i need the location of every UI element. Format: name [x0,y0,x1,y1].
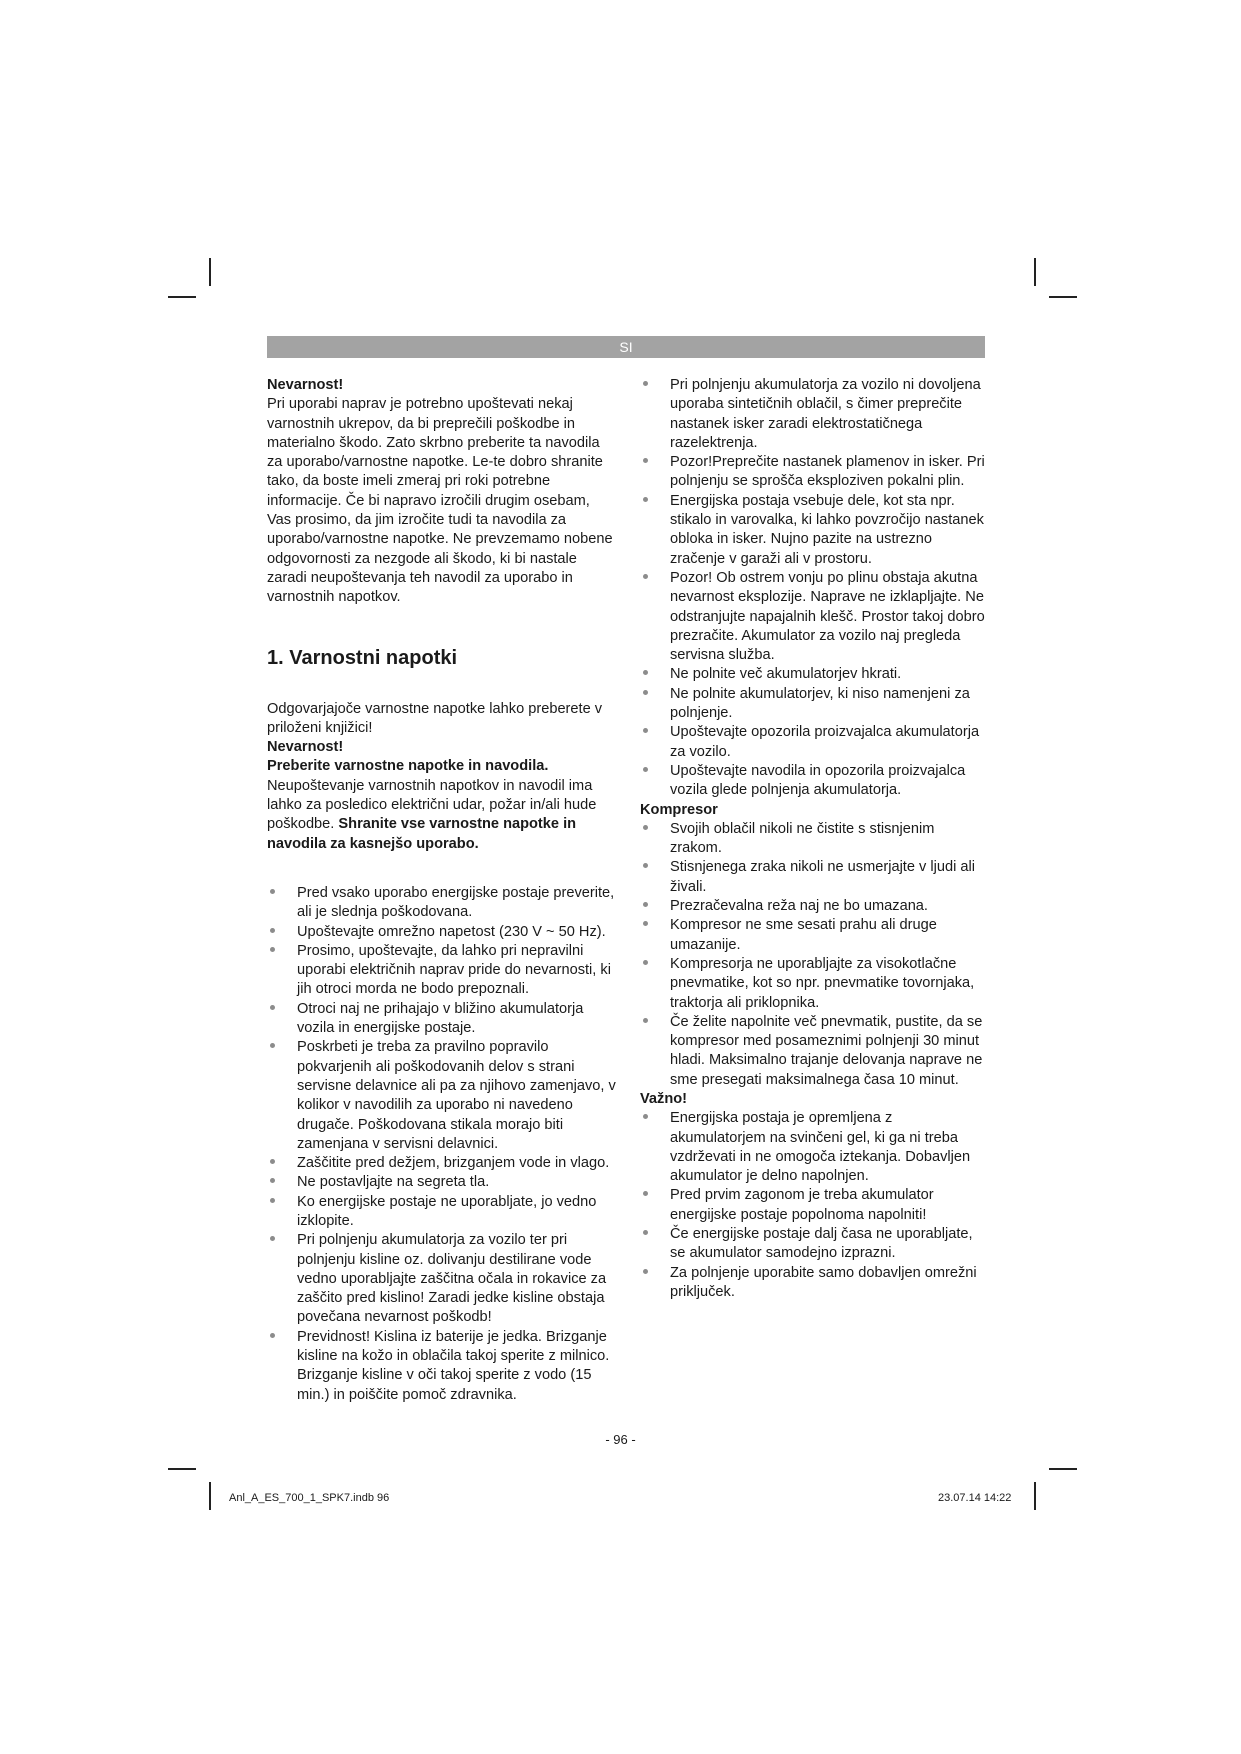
list-item: Upoštevajte omrežno napetost (230 V ~ 50 Hz). [267,923,617,942]
safety-list [267,884,617,1405]
intro-text: Odgovarjajoče varnostne napotke lahko preberete v priloženi knjižici! [267,700,603,736]
crop-mark [1049,1468,1077,1470]
list-item: Če želite napolnite več pnevmatik, pustite, da se kompresor med posameznimi polnjenji 30 minut hladi. Maksimalno trajanje delovanja naprave ne sme presegati maksimalnega časa 10 minut. [640,1013,985,1090]
compressor-list [640,820,985,1090]
list-item: Upoštevajte navodila in opozorila proizvajalca vozila glede polnjenja akumulatorja. [640,762,985,801]
warning2-bold-end: Shranite vse varnostne napotke in navodila za kasnejšo uporabo. [267,816,577,852]
section-title: 1. Varnostni napotki [267,646,458,669]
crop-mark [1034,1482,1036,1510]
list-item: Stisnjenega zraka nikoli ne usmerjajte v ljudi ali živali. [640,858,985,897]
warning2-title: Nevarnost! [267,739,344,756]
crop-mark [168,296,196,298]
list-item: Pri polnjenju akumulatorja za vozilo ni dovoljena uporaba sintetičnih oblačil, s čimer preprečite nastanek isker zaradi elektrostatičnega razelektrenja. [640,376,985,453]
list-item: Previdnost! Kislina iz baterije je jedka. Brizganje kisline na kožo in oblačila takoj sperite z milnico. Brizganje kisline v oči takoj sperite z vodo (15 min.) in poiščite pomoč zdravnika. [267,1328,617,1405]
crop-mark [1049,296,1077,298]
crop-mark [168,1468,196,1470]
list-item: Pri polnjenju akumulatorja za vozilo ter pri polnjenju kisline oz. dolivanju destilirane vode vedno uporabljajte zaščitna očala in rokavice za zaščito pred kislino! Zaradi jedke kisline obstaja povečana nevarnost poškodb! [267,1231,617,1327]
important-list [640,1109,985,1302]
compressor-title: Kompresor [640,801,718,818]
list-item: Če energijske postaje dalj časa ne uporabljate, se akumulator samodejno izprazni. [640,1225,985,1264]
right-column [640,376,985,1302]
charging-list [640,376,985,801]
footer-file: Anl_A_ES_700_1_SPK7.indb 96 [229,1492,390,1504]
language-header-bar [267,336,985,358]
list-item: Kompresor ne sme sesati prahu ali druge umazanije. [640,916,985,955]
list-item: Poskrbeti je treba za pravilno popravilo pokvarjenih ali poškodovanih delov s strani servisne delavnice ali pa za njihovo zamenjavo, v kolikor v navodilih za uporabo ni navedeno drugače. Poškodovana stikala morajo biti zamenjana v servisni delavnici. [267,1038,617,1154]
important-title: Važno! [640,1090,688,1107]
warning2-bold: Preberite varnostne napotke in navodila. [267,758,549,775]
crop-mark [1034,258,1036,286]
list-item: Zaščitite pred dežjem, brizganjem vode in vlago. [267,1154,617,1173]
list-item: Energijska postaja je opremljena z akumulatorjem na svinčeni gel, ki ga ni treba vzdrževati in ne omogoča iztekanja. Dobavljen akumulator je delno napolnjen. [640,1109,985,1186]
list-item: Prosimo, upoštevajte, da lahko pri nepravilni uporabi električnih naprav pride do nevarnosti, ki jih otroci morda ne bodo prepoznali. [267,942,617,1000]
warning2-text: Neupoštevanje varnostnih napotkov in navodil ima lahko za posledico električni udar, požar in/ali hude poškodbe. [267,777,597,833]
crop-mark [209,258,211,286]
list-item: Ne polnite več akumulatorjev hkrati. [640,665,985,684]
list-item: Otroci naj ne prihajajo v bližino akumulatorja vozila in energijske postaje. [267,1000,617,1039]
list-item: Pozor! Ob ostrem vonju po plinu obstaja akutna nevarnost eksplozije. Naprave ne izklapljajte. Ne odstranjujte napajalnih klešč. Prostor takoj dobro prezračite. Akumulator za vozilo naj pregleda servisna služba. [640,569,985,665]
list-item: Upoštevajte opozorila proizvajalca akumulatorja za vozilo. [640,723,985,762]
crop-mark [209,1482,211,1510]
list-item: Prezračevalna reža naj ne bo umazana. [640,897,985,916]
language-code: SI [619,339,633,355]
list-item: Ne polnite akumulatorjev, ki niso namenjeni za polnjenje. [640,685,985,724]
footer-date: 23.07.14 14:22 [938,1492,1012,1504]
left-column [267,376,617,1405]
list-item: Pred vsako uporabo energijske postaje preverite, ali je slednja poškodovana. [267,884,617,923]
list-item: Pozor!Preprečite nastanek plamenov in isker. Pri polnjenju se sprošča eksploziven pokalni plin. [640,453,985,492]
list-item: Za polnjenje uporabite samo dobavljen omrežni priključek. [640,1264,985,1303]
list-item: Kompresorja ne uporabljajte za visokotlačne pnevmatike, kot so npr. pnevmatike tovornjaka, traktorja ali priklopnika. [640,955,985,1013]
warning-text: Pri uporabi naprav je potrebno upoštevati nekaj varnostnih ukrepov, da bi preprečili poškodbe in materialno škodo. Zato skrbno preberite ta navodila za uporabo/varnostne napotke. Le-te dobro shranite tako, da boste imeli zmeraj pri roki potrebne informacije. Če bi napravo izročili drugim osebam, Vas prosimo, da jim izročite tudi ta navodila za uporabo/varnostne napotke. Ne prevzemamo nobene odgovornosti za nezgode ali škodo, ki bi nastale zaradi neupoštevanja teh navodil za uporabo in varnostnih napotkov. [267,396,613,606]
page-number: - 96 - [605,1432,636,1447]
list-item: Pred prvim zagonom je treba akumulator energijske postaje popolnoma napolniti! [640,1186,985,1225]
list-item: Ko energijske postaje ne uporabljate, jo vedno izklopite. [267,1193,617,1232]
list-item: Energijska postaja vsebuje dele, kot sta npr. stikalo in varovalka, ki lahko povzročijo nastanek obloka in isker. Nujno pazite na ustrezno zračenje v garaži ali v prostoru. [640,492,985,569]
list-item: Svojih oblačil nikoli ne čistite s stisnjenim zrakom. [640,820,985,859]
list-item: Ne postavljajte na segreta tla. [267,1173,617,1192]
warning2-paragraph [267,777,617,854]
warning-title: Nevarnost! [267,377,344,393]
